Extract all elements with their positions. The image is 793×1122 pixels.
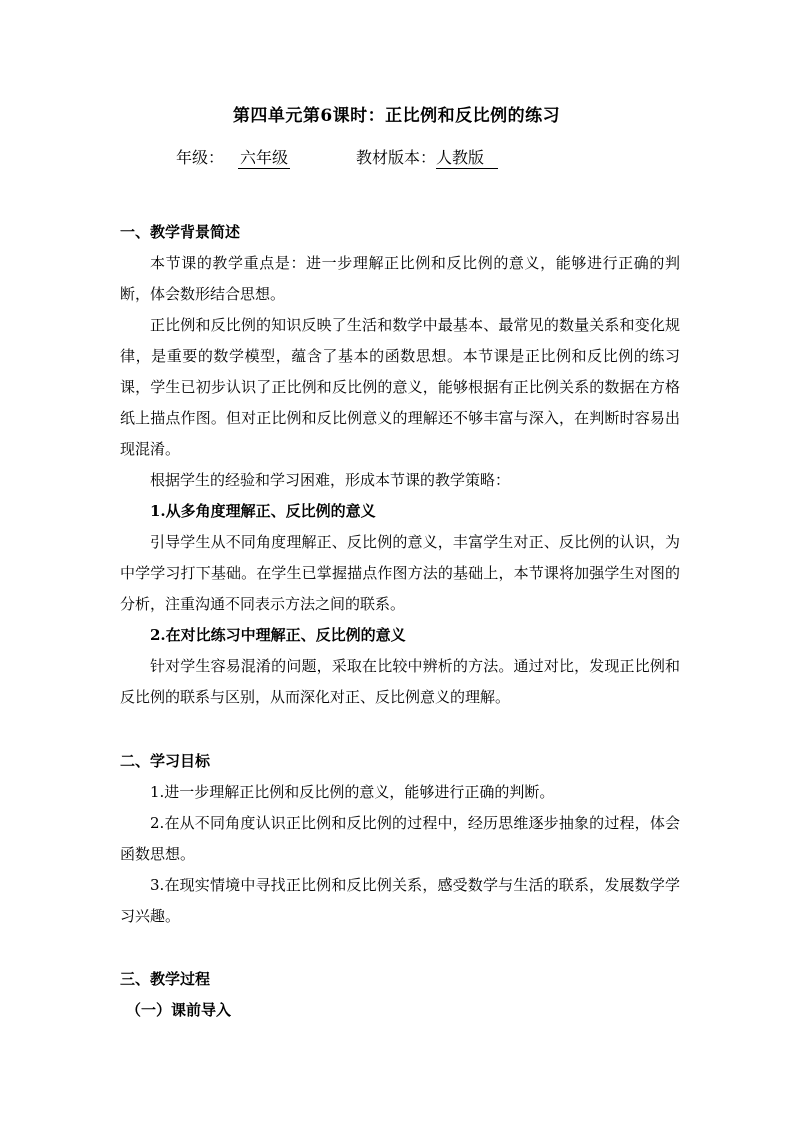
section-process: [120, 964, 680, 1026]
section-goals: [120, 746, 680, 932]
background-paragraph-1: 本节课的教学重点是：进一步理解正比例和反比例的意义，能够进行正确的判断，体会数形结合思想。: [120, 254, 680, 303]
grade-value: 六年级: [240, 148, 289, 167]
grade-label: 年级：: [176, 148, 225, 167]
background-paragraph-2: 正比例和反比例的知识反映了生活和数学中最基本、最常见的数量关系和变化规律，是重要的数学模型，蕴含了基本的函数思想。本节课是正比例和反比例的练习课，学生已初步认识了正比例和反比例的意义，能够根据有正比例关系的数据在方格纸上描点作图。但对正比例和反比例意义的理解还不够丰富与深入，在判断时容易出现混淆。: [120, 316, 680, 458]
goal-3: 3.在现实情境中寻找正比例和反比例关系，感受数学与生活的联系，发展数学学习兴趣。: [120, 876, 680, 925]
document-title: 第四单元第6课时：正比例和反比例的练习: [232, 106, 561, 126]
strategy-1-text: 引导学生从不同角度理解正、反比例的意义，丰富学生对正、反比例的认识，为中学学习打下基础。在学生已掌握描点作图方法的基础上，本节课将加强学生对图的分析，注重沟通不同表示方法之间的联系。: [120, 533, 680, 613]
meta-row: [176, 146, 498, 170]
strategy-2-text: 针对学生容易混淆的问题，采取在比较中辨析的方法。通过对比，发现正比例和反比例的联系与区别，从而深化对正、反比例意义的理解。: [120, 657, 680, 706]
process-subheading-intro: （一）课前导入: [126, 1001, 232, 1019]
background-paragraph-3: 根据学生的经验和学习困难，形成本节课的教学策略：: [150, 471, 511, 489]
section-heading-background: 一、教学背景简述: [120, 223, 241, 241]
strategy-1-heading: 1.从多角度理解正、反比例的意义: [150, 502, 376, 520]
edition-value: 人教版: [436, 148, 498, 169]
strategy-2-heading: 2.在对比练习中理解正、反比例的意义: [150, 626, 406, 644]
section-heading-process: 三、教学过程: [120, 970, 211, 988]
goal-2: 2.在从不同角度认识正比例和反比例的过程中，经历思维逐步抽象的过程，体会函数思想。: [120, 814, 680, 863]
goal-1: 1.进一步理解正比例和反比例的意义，能够进行正确的判断。: [150, 783, 555, 801]
section-background: [120, 217, 680, 713]
section-heading-goals: 二、学习目标: [120, 752, 211, 770]
edition-label: 教材版本：: [356, 148, 437, 167]
